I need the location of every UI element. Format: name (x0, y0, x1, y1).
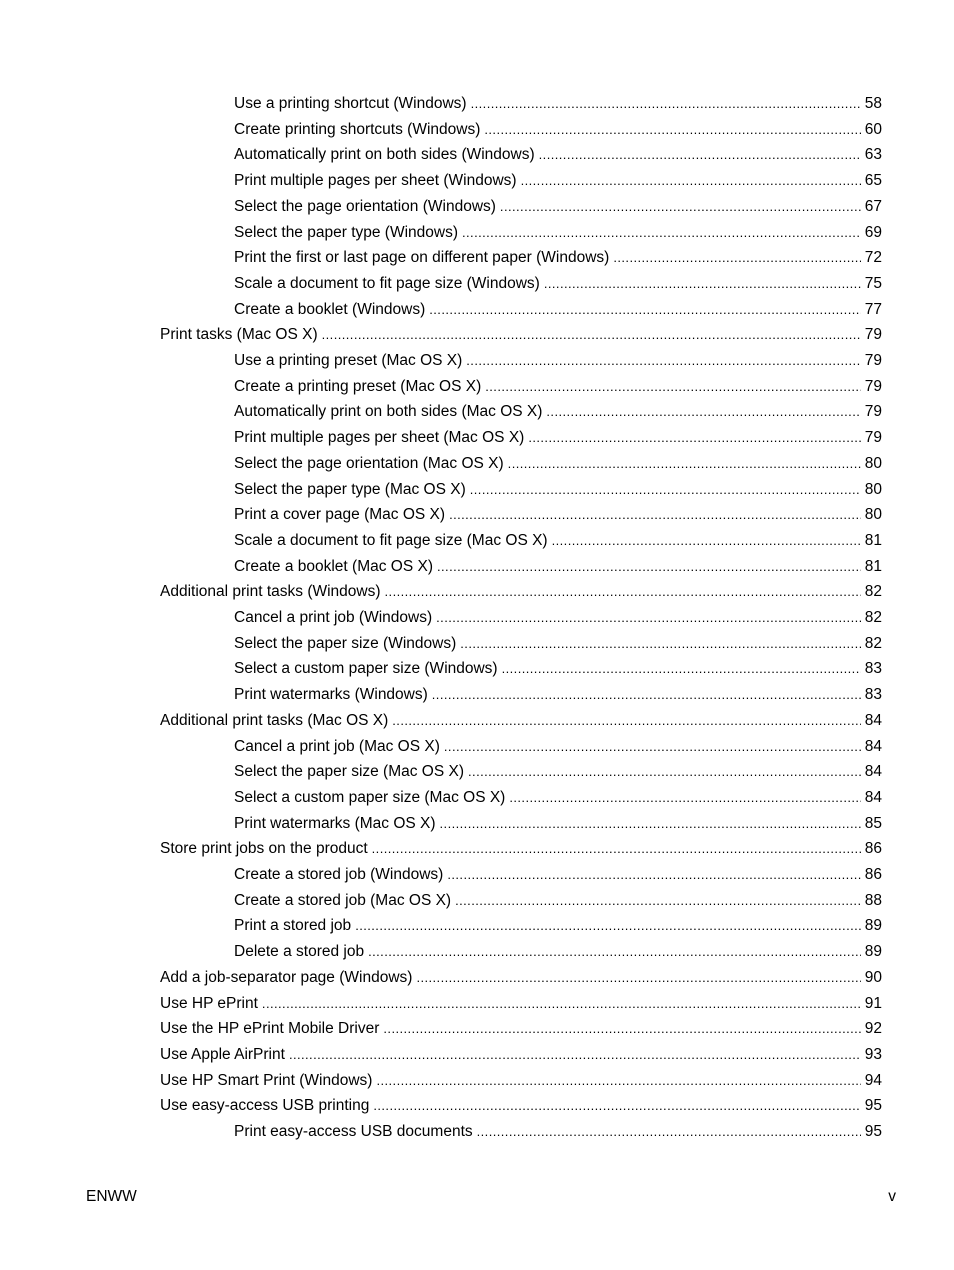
toc-entry[interactable] (234, 555, 882, 579)
toc-entry-title: Print multiple pages per sheet (Windows) (234, 172, 517, 190)
toc-entry[interactable] (234, 143, 882, 167)
toc-dot-leader (552, 529, 861, 553)
toc-entry-page: 81 (864, 531, 882, 549)
toc-entry-page: 79 (864, 429, 882, 447)
toc-dot-leader (468, 760, 861, 784)
toc-entry-title: Use easy-access USB printing (160, 1097, 370, 1115)
toc-entry-title: Print multiple pages per sheet (Mac OS X) (234, 429, 525, 447)
toc-entry-title: Print a cover page (Mac OS X) (234, 506, 446, 524)
toc-dot-leader (470, 478, 861, 502)
toc-dot-leader (460, 632, 860, 656)
toc-entry-page: 63 (864, 146, 882, 164)
toc-entry-page: 84 (864, 763, 882, 781)
toc-entry-title: Use the HP ePrint Mobile Driver (160, 1020, 380, 1038)
toc-entry[interactable] (234, 221, 882, 245)
toc-entry-page: 77 (864, 300, 882, 318)
toc-entry-page: 82 (864, 634, 882, 652)
toc-dot-leader (447, 863, 860, 887)
toc-entry[interactable] (160, 1043, 882, 1067)
toc-entry[interactable] (234, 760, 882, 784)
toc-entry-page: 95 (864, 1097, 882, 1115)
toc-entry-title: Select the paper size (Mac OS X) (234, 763, 465, 781)
toc-entry-title: Create a booklet (Windows) (234, 300, 426, 318)
toc-entry-page: 65 (864, 172, 882, 190)
toc-entry[interactable] (234, 195, 882, 219)
toc-entry[interactable] (234, 169, 882, 193)
toc-dot-leader (440, 812, 861, 836)
toc-entry-title: Cancel a print job (Mac OS X) (234, 737, 440, 755)
toc-entry-page: 93 (864, 1045, 882, 1063)
toc-entry[interactable] (160, 323, 882, 347)
toc-dot-leader (436, 606, 861, 630)
toc-entry[interactable] (234, 375, 882, 399)
toc-entry-page: 80 (864, 506, 882, 524)
toc-entry-title: Create a stored job (Windows) (234, 866, 444, 883)
toc-entry[interactable] (160, 1017, 882, 1041)
toc-dot-leader (613, 246, 860, 270)
toc-entry-page: 83 (864, 686, 882, 704)
toc-entry-page: 92 (864, 1020, 882, 1038)
toc-entry[interactable] (234, 118, 882, 142)
toc-dot-leader (429, 298, 861, 322)
toc-entry[interactable] (234, 683, 882, 707)
footer-language-code: ENWW (86, 1188, 137, 1205)
toc-entry-title: Use a printing preset (Mac OS X) (234, 352, 463, 369)
toc-entry-page: 86 (864, 866, 882, 883)
toc-entry-page: 79 (864, 403, 882, 421)
toc-entry-title: Automatically print on both sides (Mac OS X) (234, 403, 543, 421)
toc-entry-title: Scale a document to fit page size (Windows) (234, 274, 540, 292)
toc-entry[interactable] (234, 632, 882, 656)
toc-dot-leader (322, 323, 861, 347)
toc-entry[interactable] (234, 657, 882, 681)
toc-entry[interactable] (160, 966, 882, 990)
toc-entry-page: 75 (864, 274, 882, 292)
toc-entry-title: Create printing shortcuts (Windows) (234, 120, 481, 138)
toc-entry-title: Store print jobs on the product (160, 840, 368, 858)
toc-dot-leader (392, 709, 860, 733)
toc-entry-page: 79 (864, 377, 882, 395)
toc-entry-title: Select the paper type (Mac OS X) (234, 480, 466, 498)
toc-dot-leader (432, 683, 861, 707)
toc-entry-page: 85 (864, 814, 882, 832)
toc-entry[interactable] (234, 889, 882, 913)
toc-entry-page: 72 (864, 249, 882, 267)
toc-entry-page: 58 (864, 95, 882, 112)
toc-entry-title: Print a stored job (234, 917, 352, 935)
toc-entry-page: 83 (864, 660, 882, 678)
toc-dot-leader (289, 1043, 861, 1067)
toc-dot-leader (462, 221, 861, 245)
toc-entry[interactable] (234, 272, 882, 296)
toc-dot-leader (355, 914, 861, 938)
toc-entry-title: Print tasks (Mac OS X) (160, 326, 318, 344)
toc-entry[interactable] (234, 400, 882, 424)
toc-entry[interactable] (234, 812, 882, 836)
toc-entry[interactable] (234, 735, 882, 759)
toc-dot-leader (437, 555, 861, 579)
toc-dot-leader (477, 1120, 861, 1144)
toc-entry[interactable] (234, 426, 882, 450)
toc-entry[interactable] (160, 1094, 882, 1118)
toc-entry-page: 91 (864, 994, 882, 1012)
toc-entry-page: 84 (864, 711, 882, 729)
toc-dot-leader (372, 837, 861, 861)
toc-entry[interactable] (160, 837, 882, 861)
toc-entry[interactable] (234, 349, 882, 373)
toc-dot-leader (539, 143, 861, 167)
toc-entry[interactable] (234, 452, 882, 476)
toc-entry[interactable] (234, 940, 882, 964)
toc-dot-leader (444, 735, 861, 759)
toc-entry[interactable] (234, 786, 882, 810)
toc-entry-title: Cancel a print job (Windows) (234, 609, 433, 626)
toc-entry-page: 60 (864, 120, 882, 138)
toc-dot-leader (416, 966, 860, 990)
toc-dot-leader (385, 580, 861, 604)
toc-dot-leader (368, 940, 861, 964)
toc-entry-page: 84 (864, 788, 882, 806)
toc-entry-title: Select a custom paper size (Windows) (234, 660, 498, 678)
toc-entry-page: 67 (864, 197, 882, 215)
toc-entry[interactable] (234, 1120, 882, 1144)
toc-dot-leader (262, 992, 861, 1016)
toc-dot-leader (546, 400, 860, 424)
toc-entry-title: Select the page orientation (Mac OS X) (234, 454, 504, 472)
toc-dot-leader (544, 272, 861, 296)
toc-entry-page: 86 (864, 840, 882, 858)
toc-entry-title: Automatically print on both sides (Windows) (234, 146, 535, 164)
toc-dot-leader (466, 349, 860, 373)
toc-entry-title: Create a booklet (Mac OS X) (234, 557, 433, 575)
toc-entry-title: Create a stored job (Mac OS X) (234, 891, 452, 909)
toc-entry-page: 82 (864, 583, 882, 601)
toc-entry[interactable] (160, 580, 882, 604)
toc-entry[interactable] (160, 1069, 882, 1093)
toc-dot-leader (449, 503, 861, 527)
toc-entry-title: Use a printing shortcut (Windows) (234, 95, 467, 112)
toc-dot-leader (383, 1017, 860, 1041)
toc-entry-page: 95 (864, 1123, 882, 1140)
toc-entry[interactable] (234, 606, 882, 630)
toc-entry-page: 79 (864, 326, 882, 344)
toc-dot-leader (508, 452, 861, 476)
toc-entry-title: Select the paper type (Windows) (234, 223, 458, 241)
toc-entry-page: 94 (864, 1071, 882, 1089)
toc-entry-page: 80 (864, 454, 882, 472)
toc-entry[interactable] (160, 709, 882, 733)
toc-entry-title: Print watermarks (Mac OS X) (234, 814, 436, 832)
toc-entry-title: Create a printing preset (Mac OS X) (234, 377, 482, 395)
toc-entry-title: Use HP Smart Print (Windows) (160, 1071, 373, 1089)
toc-entry-title: Select the paper size (Windows) (234, 634, 457, 652)
toc-dot-leader (502, 657, 861, 681)
toc-entry-page: 69 (864, 223, 882, 241)
toc-entry-page: 90 (864, 968, 882, 986)
toc-entry-title: Scale a document to fit page size (Mac OS X) (234, 531, 548, 549)
toc-dot-leader (376, 1069, 860, 1093)
toc-entry-page: 80 (864, 480, 882, 498)
toc-dot-leader (528, 426, 860, 450)
toc-dot-leader (500, 195, 861, 219)
toc-dot-leader (509, 786, 860, 810)
toc-dot-leader (485, 375, 861, 399)
toc-entry-page: 89 (864, 943, 882, 961)
toc-entry-title: Use HP ePrint (160, 994, 258, 1012)
toc-entry[interactable] (234, 863, 882, 887)
footer-page-number: v (888, 1188, 896, 1205)
toc-entry[interactable] (234, 92, 882, 116)
toc-entry[interactable] (234, 298, 882, 322)
toc-entry-page: 84 (864, 737, 882, 755)
toc-entry-title: Delete a stored job (234, 943, 365, 961)
toc-entry-page: 89 (864, 917, 882, 935)
toc-entry-title: Print the first or last page on different paper (Windows) (234, 249, 610, 267)
toc-dot-leader (521, 169, 861, 193)
toc-entry-title: Additional print tasks (Windows) (160, 583, 381, 601)
toc-dot-leader (484, 118, 860, 142)
toc-entry-page: 88 (864, 891, 882, 909)
toc-entry-title: Select a custom paper size (Mac OS X) (234, 788, 506, 806)
toc-entry-title: Additional print tasks (Mac OS X) (160, 711, 389, 729)
toc-entry-page: 81 (864, 557, 882, 575)
toc-entry-page: 82 (864, 609, 882, 626)
toc-entry-page: 79 (864, 352, 882, 369)
toc-entry-title: Add a job-separator page (Windows) (160, 968, 413, 986)
toc-entry[interactable] (234, 529, 882, 553)
toc-entry[interactable] (160, 992, 882, 1016)
toc-entry[interactable] (234, 914, 882, 938)
toc-entry-title: Print easy-access USB documents (234, 1123, 473, 1140)
toc-entry-title: Use Apple AirPrint (160, 1045, 285, 1063)
toc-dot-leader (373, 1094, 860, 1118)
toc-entry[interactable] (234, 478, 882, 502)
toc-entry[interactable] (234, 246, 882, 270)
toc-dot-leader (471, 92, 861, 116)
toc-dot-leader (455, 889, 861, 913)
toc-entry-title: Print watermarks (Windows) (234, 686, 428, 704)
toc-entry-title: Select the page orientation (Windows) (234, 197, 496, 215)
toc-entry[interactable] (234, 503, 882, 527)
